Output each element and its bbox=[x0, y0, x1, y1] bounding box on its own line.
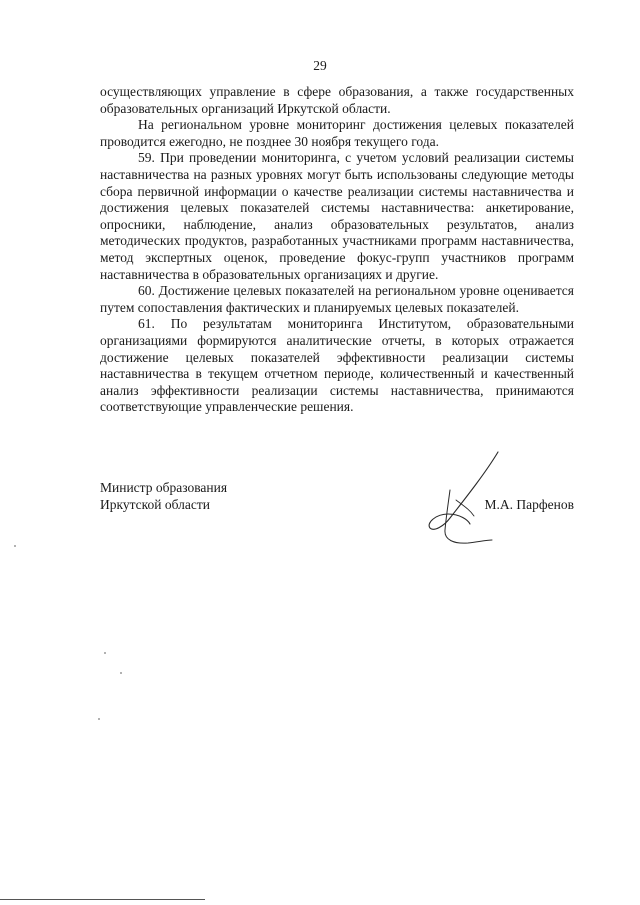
signatory-title bbox=[100, 480, 227, 513]
signatory-title-line1: Министр образования bbox=[100, 480, 228, 495]
signatory-title-line2: Иркутской области bbox=[100, 496, 211, 512]
page-number: 29 bbox=[313, 58, 327, 73]
margin-speck bbox=[104, 652, 106, 654]
signature-block bbox=[100, 480, 574, 560]
paragraph-61: 61. По результатам мониторинга Институтом, образовательными организациями формируются аналитические отчеты, в которых отражается достижение целевых показателей эффективности реализации системы наставничества в текущем отчетном периоде, количественный и качественный анализ эффективности реализации системы наставничества, принимаются соответствующие управленческие решения. bbox=[100, 316, 574, 415]
bottom-rule bbox=[0, 899, 205, 900]
margin-speck bbox=[120, 672, 122, 674]
paragraph-59: 59. При проведении мониторинга, с учетом условий реализации системы наставничества на разных уровнях могут быть использованы следующие методы сбора первичной информации о качестве реализации системы наставничества и достижения целевых показателей системы наставничества: анкетирование, опросники, наблюдение, анализ образовательных результатов, анализ методических продуктов, разработанных участниками программ наставничества, метод экспертных оценок, проведение фокус-групп участников программ наставничества в образовательных организациях и другие. bbox=[100, 150, 574, 282]
document-body bbox=[100, 84, 574, 416]
paragraph-monitoring-deadline: На региональном уровне мониторинг достижения целевых показателей проводится ежегодно, не позднее 30 ноября текущего года. bbox=[100, 117, 574, 149]
signatory-name: М.А. Парфенов bbox=[484, 497, 574, 512]
margin-speck bbox=[98, 718, 100, 720]
paragraph-60: 60. Достижение целевых показателей на региональном уровне оценивается путем сопоставления фактических и планируемых целевых показателей. bbox=[100, 283, 574, 315]
margin-speck bbox=[14, 545, 16, 547]
paragraph-continuation: осуществляющих управление в сфере образования, а также государственных образовательных организаций Иркутской области. bbox=[100, 84, 574, 116]
